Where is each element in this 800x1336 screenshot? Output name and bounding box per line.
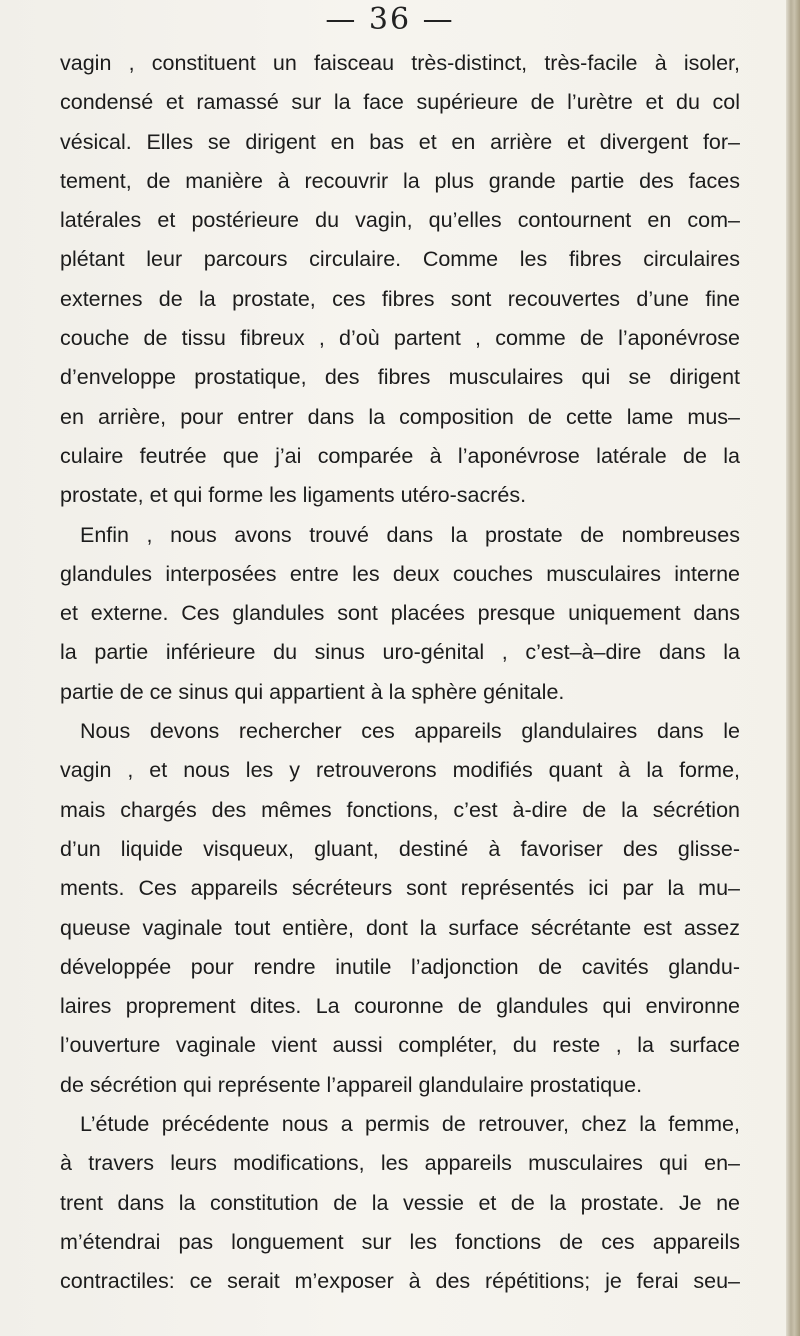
text-line: l’ouverture vaginale vient aussi compléter, du reste , la surface bbox=[60, 1033, 740, 1058]
text-line: développée pour rendre inutile l’adjonction de cavités glandu- bbox=[60, 954, 740, 979]
text-line: partie de ce sinus qui appartient à la sphère génitale. bbox=[60, 679, 565, 704]
text-line: m’étendrai pas longuement sur les fonctions de ces appareils bbox=[60, 1229, 740, 1254]
page-edge bbox=[786, 0, 800, 1336]
text-line: contractiles: ce serait m’exposer à des répétitions; je ferai seu– bbox=[60, 1269, 740, 1294]
text-line: queuse vaginale tout entière, dont la surface sécrétante est assez bbox=[60, 915, 740, 940]
text-line: Nous devons rechercher ces appareils glandulaires dans le bbox=[80, 719, 740, 744]
text-line: latérales et postérieure du vagin, qu’elles contournent en com– bbox=[60, 208, 740, 233]
text-line: prostate, et qui forme les ligaments utéro-sacrés. bbox=[60, 483, 527, 508]
text-line: vagin , et nous les y retrouverons modifiés quant à la forme, bbox=[60, 758, 740, 783]
text-line: la partie inférieure du sinus uro-génital , c’est–à–dire dans la bbox=[60, 640, 740, 665]
text-line: et externe. Ces glandules sont placées presque uniquement dans bbox=[60, 601, 740, 626]
text-line: de sécrétion qui représente l’appareil glandulaire prostatique. bbox=[60, 1072, 643, 1097]
text-line: ments. Ces appareils sécréteurs sont représentés ici par la mu– bbox=[60, 876, 740, 901]
text-line: externes de la prostate, ces fibres sont recouvertes d’une fine bbox=[60, 286, 740, 311]
text-line: culaire feutrée que j’ai comparée à l’aponévrose latérale de la bbox=[60, 443, 740, 468]
text-line: laires proprement dites. La couronne de glandules qui environne bbox=[60, 994, 740, 1019]
text-line: vésical. Elles se dirigent en bas et en arrière et divergent for– bbox=[60, 129, 740, 154]
text-line: trent dans la constitution de la vessie et de la prostate. Je ne bbox=[60, 1190, 740, 1215]
text-line: couche de tissu fibreux , d’où partent , comme de l’aponévrose bbox=[60, 326, 740, 351]
text-line: tement, de manière à recouvrir la plus grande partie des faces bbox=[60, 168, 740, 193]
text-line: en arrière, pour entrer dans la composition de cette lame mus– bbox=[60, 404, 740, 429]
text-line: d’un liquide visqueux, gluant, destiné à favoriser des glisse- bbox=[60, 836, 740, 861]
text-line: condensé et ramassé sur la face supérieure de l’urètre et du col bbox=[60, 90, 740, 115]
text-line: Enfin , nous avons trouvé dans la prostate de nombreuses bbox=[80, 522, 740, 547]
text-line: vagin , constituent un faisceau très-distinct, très-facile à isoler, bbox=[60, 51, 740, 75]
text-line: à travers leurs modifications, les appareils musculaires qui en– bbox=[60, 1151, 740, 1176]
text-line: plétant leur parcours circulaire. Comme les fibres circulaires bbox=[60, 247, 740, 272]
page-number-header: — 36 — bbox=[325, 2, 455, 37]
text-line: glandules interposées entre les deux couches musculaires interne bbox=[60, 561, 740, 586]
body-text bbox=[60, 44, 740, 1302]
text-line: mais chargés des mêmes fonctions, c’est à-dire de la sécrétion bbox=[60, 797, 740, 822]
text-line: L’étude précédente nous a permis de retrouver, chez la femme, bbox=[80, 1112, 740, 1137]
text-line: d’enveloppe prostatique, des fibres musculaires qui se dirigent bbox=[60, 365, 740, 390]
